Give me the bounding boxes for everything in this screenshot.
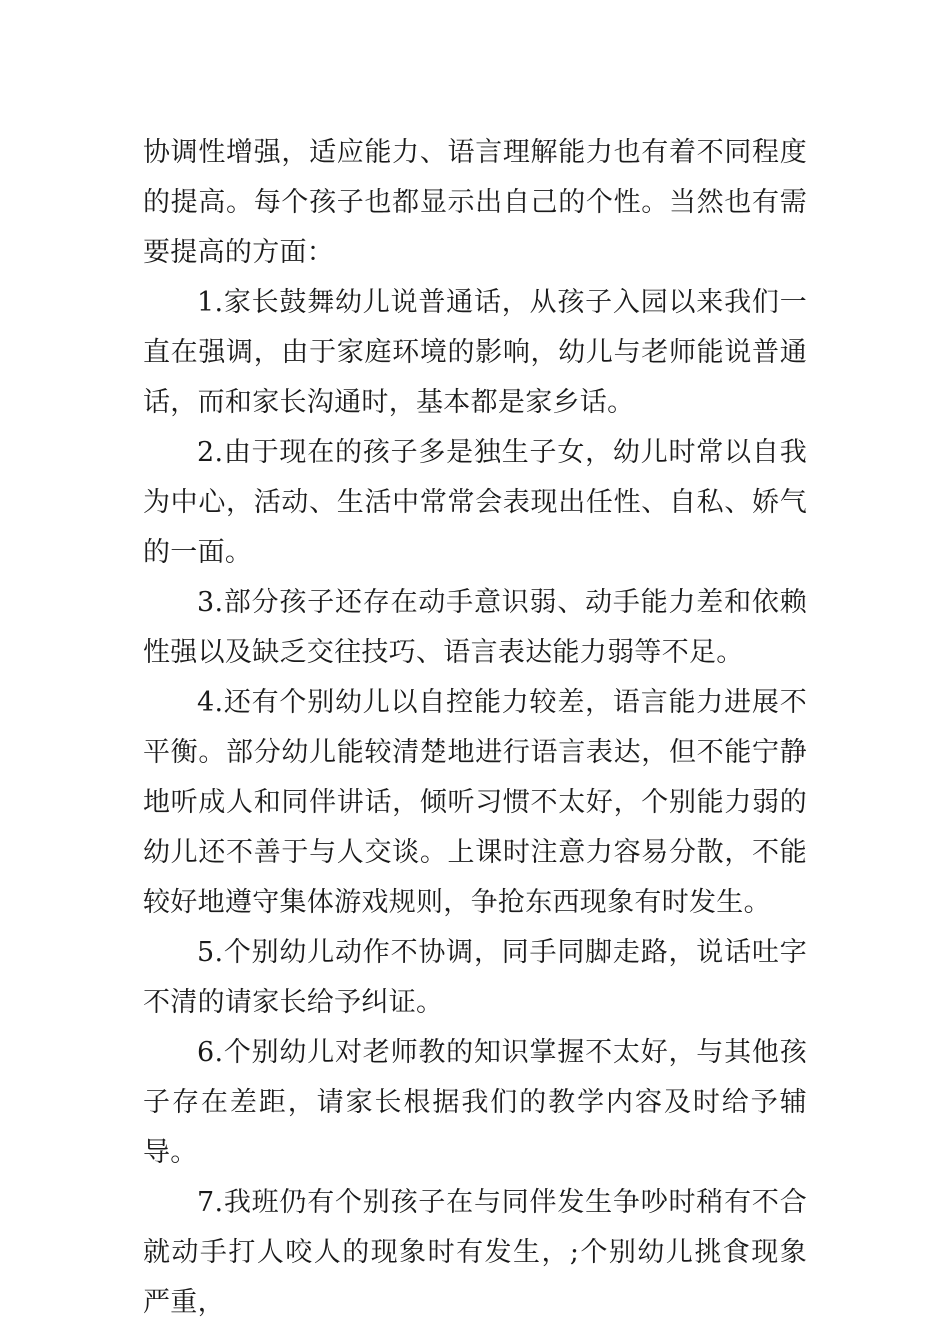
paragraph-intro: 协调性增强，适应能力、语言理解能力也有着不同程度的提高。每个孩子也都显示出自己的个性。当然也有需要提高的方面： <box>143 137 807 268</box>
paragraph-item-3: 3.部分孩子还存在动手意识弱、动手能力差和依赖性强以及缺乏交往技巧、语言表达能力弱等不足。 <box>143 587 807 668</box>
paragraph-item-7: 7.我班仍有个别孩子在与同伴发生争吵时稍有不合就动手打人咬人的现象时有发生，;个别幼儿挑食现象严重， <box>143 1187 807 1318</box>
paragraph-item-6: 6.个别幼儿对老师教的知识掌握不太好，与其他孩子存在差距，请家长根据我们的教学内容及时给予辅导。 <box>143 1037 807 1168</box>
paragraph-item-5: 5.个别幼儿动作不协调，同手同脚走路，说话吐字不清的请家长给予纠证。 <box>143 937 807 1018</box>
paragraph-item-1: 1.家长鼓舞幼儿说普通话，从孩子入园以来我们一直在强调，由于家庭环境的影响，幼儿与老师能说普通话，而和家长沟通时，基本都是家乡话。 <box>143 287 807 418</box>
paragraph-item-2: 2.由于现在的孩子多是独生子女，幼儿时常以自我为中心，活动、生活中常常会表现出任性、自私、娇气的一面。 <box>143 437 807 568</box>
document-body <box>143 128 807 1328</box>
paragraph-item-4: 4.还有个别幼儿以自控能力较差，语言能力进展不平衡。部分幼儿能较清楚地进行语言表达，但不能宁静地听成人和同伴讲话，倾听习惯不太好，个别能力弱的幼儿还不善于与人交谈。上课时注意力容易分散，不能较好地遵守集体游戏规则，争抢东西现象有时发生。 <box>143 687 807 918</box>
